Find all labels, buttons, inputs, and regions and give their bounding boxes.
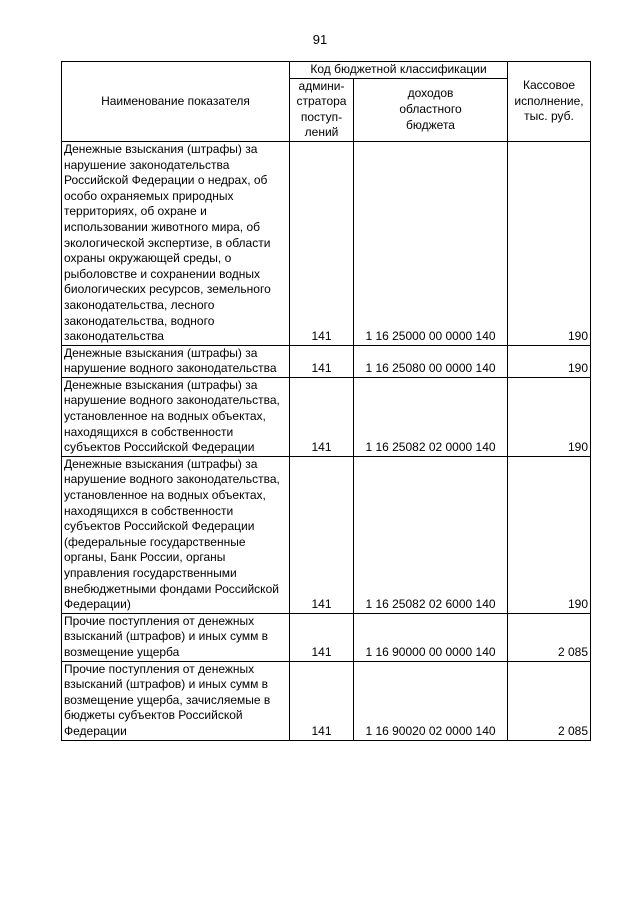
- row-name: Денежные взыскания (штрафы) за нарушение водного законодательства, установленное на водных объектах, находящихся в собственности субъектов Российской Федерации: [62, 377, 290, 456]
- row-budget-code: 1 16 25080 00 0000 140: [354, 345, 508, 377]
- row-admin-code: 141: [290, 613, 354, 661]
- header-execution: Кассовое исполнение, тыс. руб.: [508, 62, 591, 142]
- page-number: 91: [312, 32, 328, 47]
- header-administrator: админи-стратора поступ-лений: [290, 78, 354, 141]
- row-amount: 190: [508, 345, 591, 377]
- header-row-1: [62, 62, 591, 79]
- row-name: Денежные взыскания (штрафы) за нарушение водного законодательства: [62, 345, 290, 377]
- row-budget-code: 1 16 25000 00 0000 140: [354, 141, 508, 345]
- row-admin-code: 141: [290, 661, 354, 740]
- table-body: [62, 141, 591, 740]
- row-budget-code: 1 16 25082 02 0000 140: [354, 377, 508, 456]
- table-row: [62, 141, 591, 345]
- row-name: Прочие поступления от денежных взысканий (штрафов) и иных сумм в возмещение ущерба: [62, 613, 290, 661]
- table-row: [62, 377, 591, 456]
- row-admin-code: 141: [290, 377, 354, 456]
- row-budget-code: 1 16 25082 02 6000 140: [354, 456, 508, 613]
- table-row: [62, 613, 591, 661]
- row-admin-code: 141: [290, 141, 354, 345]
- table-row: [62, 661, 591, 740]
- row-name: Прочие поступления от денежных взысканий (штрафов) и иных сумм в возмещение ущерба, зачисляемые в бюджеты субъектов Российской Федерации: [62, 661, 290, 740]
- row-amount: 190: [508, 456, 591, 613]
- budget-table: [61, 61, 591, 741]
- row-name: Денежные взыскания (штрафы) за нарушение законодательства Российской Федерации о недрах, об особо охраняемых природных территориях, об охране и использовании животного мира, об экологической экспертизе, в области охраны окружающей среды, о рыболовстве и сохранении водных биологических ресурсов, земельного законодательства, лесного законодательства, водного законодательства: [62, 141, 290, 345]
- row-admin-code: 141: [290, 345, 354, 377]
- table-row: [62, 456, 591, 613]
- row-budget-code: 1 16 90000 00 0000 140: [354, 613, 508, 661]
- table-row: [62, 345, 591, 377]
- header-name: Наименование показателя: [62, 62, 290, 142]
- row-amount: 190: [508, 377, 591, 456]
- row-budget-code: 1 16 90020 02 0000 140: [354, 661, 508, 740]
- row-amount: 2 085: [508, 613, 591, 661]
- row-amount: 2 085: [508, 661, 591, 740]
- row-admin-code: 141: [290, 456, 354, 613]
- header-budget-code: Код бюджетной классификации: [290, 62, 508, 79]
- row-name: Денежные взыскания (штрафы) за нарушение водного законодательства, установленное на водных объектах, находящихся в собственности субъектов Российской Федерации (федеральные государственные органы, Банк России, органы управления государственными внебюджетными фондами Российской Федерации): [62, 456, 290, 613]
- row-amount: 190: [508, 141, 591, 345]
- header-income: доходов областного бюджета: [354, 78, 508, 141]
